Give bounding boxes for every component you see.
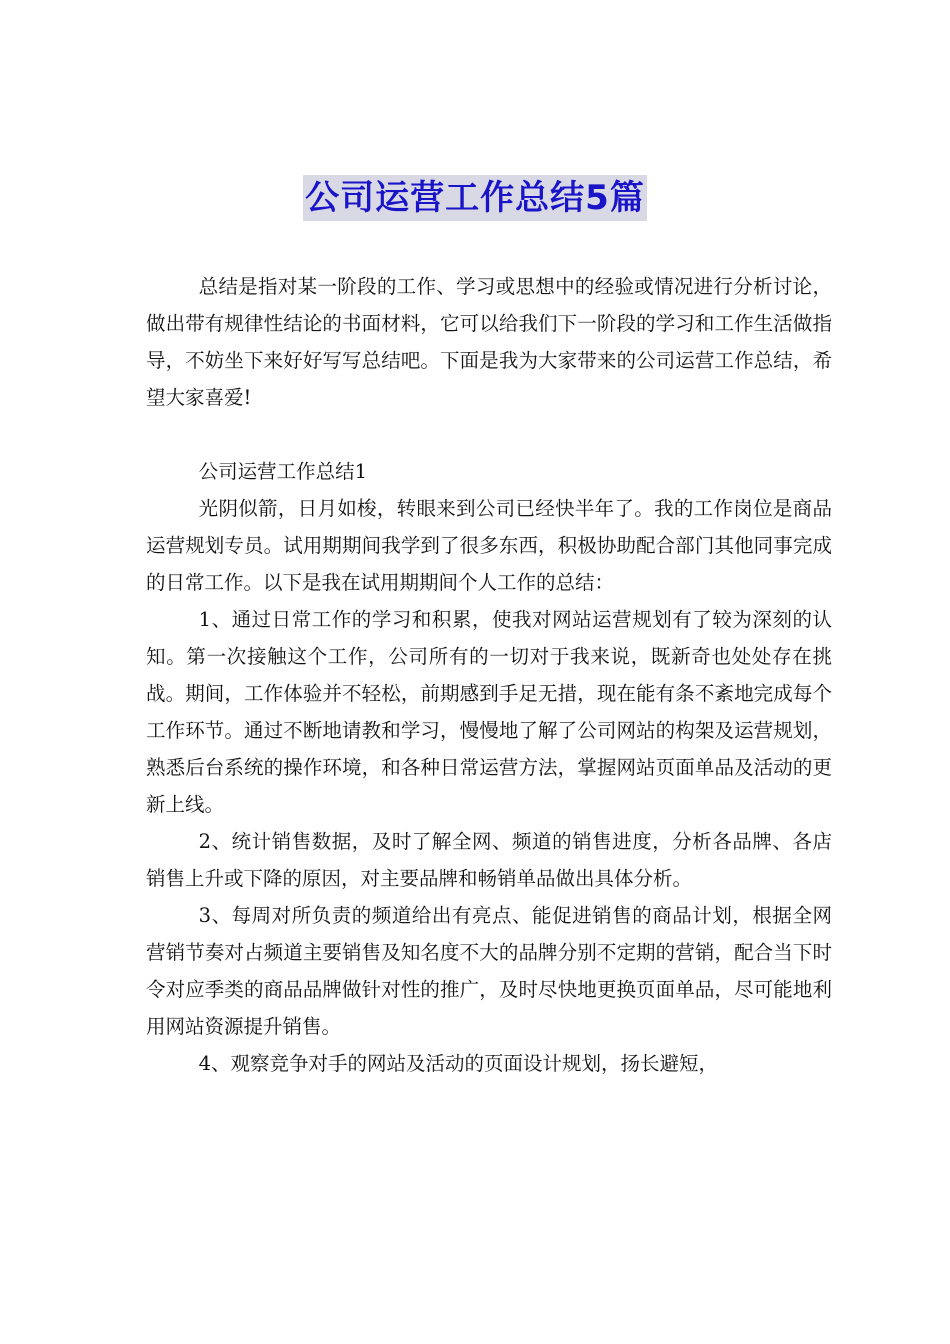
body-paragraph: 2、统计销售数据，及时了解全网、频道的销售进度，分析各品牌、各店销售上升或下降的原因，对主要品牌和畅销单品做出具体分析。 bbox=[146, 830, 832, 890]
section-heading: 公司运营工作总结1 bbox=[198, 460, 368, 483]
intro-paragraph: 总结是指对某一阶段的工作、学习或思想中的经验或情况进行分析讨论，做出带有规律性结论的书面材料，它可以给我们下一阶段的学习和工作生活做指导，不妨坐下来好好写写总结吧。下面是我为大家带来的公司运营工作总结，希望大家喜爱! bbox=[146, 275, 832, 409]
document-title: 公司运营工作总结5篇 bbox=[303, 175, 647, 221]
paragraph-gap bbox=[146, 416, 832, 453]
title-container bbox=[0, 175, 950, 221]
body-paragraph: 4、观察竞争对手的网站及活动的页面设计规划，扬长避短， bbox=[198, 1052, 719, 1075]
body-paragraph: 3、每周对所负责的频道给出有亮点、能促进销售的商品计划，根据全网营销节奏对占频道主要销售及知名度不大的品牌分别不定期的营销，配合当下时令对应季类的商品品牌做针对性的推广，及时尽快地更换页面单品，尽可能地利用网站资源提升销售。 bbox=[146, 904, 832, 1038]
body-paragraph: 1、通过日常工作的学习和积累，使我对网站运营规划有了较为深刻的认知。第一次接触这个工作，公司所有的一切对于我来说，既新奇也处处存在挑战。期间，工作体验并不轻松，前期感到手足无措，现在能有条不紊地完成每个工作环节。通过不断地请教和学习，慢慢地了解了公司网站的构架及运营规划，熟悉后台系统的操作环境，和各种日常运营方法，掌握网站页面单品及活动的更新上线。 bbox=[146, 608, 832, 816]
document-body bbox=[146, 268, 832, 1082]
body-paragraph: 光阴似箭，日月如梭，转眼来到公司已经快半年了。我的工作岗位是商品运营规划专员。试用期期间我学到了很多东西，积极协助配合部门其他同事完成的日常工作。以下是我在试用期期间个人工作的总结： bbox=[146, 497, 832, 594]
